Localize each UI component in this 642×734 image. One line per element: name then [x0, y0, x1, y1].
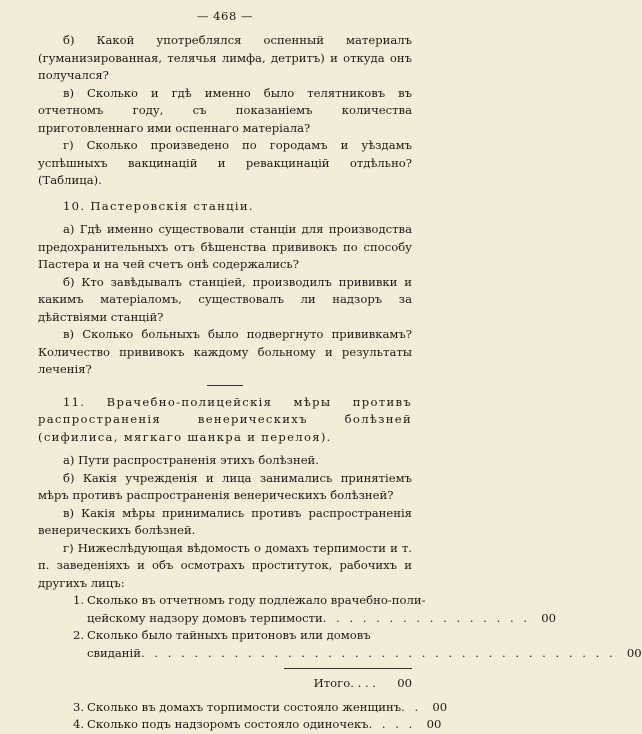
- question-v-calf-stations: в) Сколько и гдѣ именно было телятниковъ въ отчетномъ году, съ показаніемъ количества приготовленнаго ими оспеннаго матеріала?: [38, 85, 412, 135]
- list-item: [38, 699, 448, 717]
- item-number: 3.: [73, 699, 85, 714]
- item-value: 00: [426, 717, 442, 731]
- item-value: 00: [626, 645, 642, 660]
- question-a-spread: а) Пути распространенія этихъ болѣзней.: [63, 453, 319, 467]
- item-value: 00: [432, 699, 448, 714]
- document-page: [38, 0, 642, 731]
- total-label: Итого. . . .: [313, 676, 376, 690]
- question-g-statement: г) Нижеслѣдующая вѣдомость о домахъ терпимости и т. п. заведеніяхъ и объ осмотрахъ проституток, рабочихъ и другихъ лицъ:: [38, 540, 412, 590]
- dot-leader: . . . . . . . . . . . . . . . . . . . . . . . . . . . . . . . . . . . .: [140, 645, 616, 660]
- item-text: Сколько въ домахъ торпимости состояло женщинъ: [87, 699, 402, 714]
- section-11-heading: 11. Врачебно-полицейскія мѣры противъ распространенія венерическихъ болѣзней (сифилиса, мягкаго шанкра и перелоя).: [38, 394, 412, 444]
- item-value: 00: [541, 610, 557, 625]
- section-divider: [207, 385, 243, 386]
- question-b-institutions: б) Какія учрежденія и лица занимались принятіемъ мѣръ противъ распространенія венерическихъ болѣзней?: [38, 470, 412, 502]
- dot-leader: . . . . . . . . . . . . . . . .: [322, 610, 531, 625]
- question-v-patients: в) Сколько больныхъ было подвергнуто прививкамъ? Количество прививокъ каждому больному и результаты леченія?: [38, 327, 412, 376]
- dot-leader: . .: [401, 699, 422, 714]
- section-10-heading: 10. Пастеровскія станціи.: [63, 198, 254, 213]
- item-text-cont: цейскому надзору домовъ терпимости: [87, 610, 323, 625]
- list-item: [38, 592, 557, 627]
- item-text: Сколько подъ надзоромъ состояло одиночекъ: [87, 717, 369, 731]
- question-g-vaccinations: г) Сколько произведено по городамъ и уѣздамъ успѣшныхъ вакцинацій и ревакцинацій отдѣльно? (Таблица).: [38, 138, 412, 187]
- question-a-stations: а) Гдѣ именно существовали станціи для производства предохранительныхъ отъ бѣшенства прививокъ по способу Пастера и на чей счетъ онѣ содержались?: [38, 222, 412, 271]
- item-text-cont: свиданій: [87, 645, 141, 660]
- item-text: Сколько было тайныхъ притоновъ или домовъ: [87, 628, 371, 642]
- total-value: 00: [397, 676, 412, 690]
- page-number: — 468 —: [196, 9, 254, 23]
- dot-leader: . . . .: [368, 717, 416, 731]
- list-item: [38, 716, 442, 734]
- question-v-measures: в) Какія мѣры принимались противъ распространенія венерическихъ болѣзней.: [38, 505, 412, 537]
- question-b-station-management: б) Кто завѣдывалъ станціей, производилъ прививки и какимъ матеріаломъ, существовалъ ли надзоръ за дѣйствіями станцій?: [38, 274, 412, 324]
- question-b-vaccine-material: б) Какой употреблялся оспенный материалъ (гуманизированная, телячья лимфа, детритъ) и откуда онъ получался?: [38, 33, 412, 82]
- item-number: 4.: [73, 717, 85, 731]
- total-row: [38, 675, 412, 693]
- item-text: Сколько въ отчетномъ году подлежало врачебно-поли-: [87, 593, 426, 607]
- item-number: 2.: [73, 628, 85, 642]
- total-divider: [284, 668, 412, 669]
- item-number: 1.: [73, 593, 85, 607]
- list-item: [38, 627, 642, 662]
